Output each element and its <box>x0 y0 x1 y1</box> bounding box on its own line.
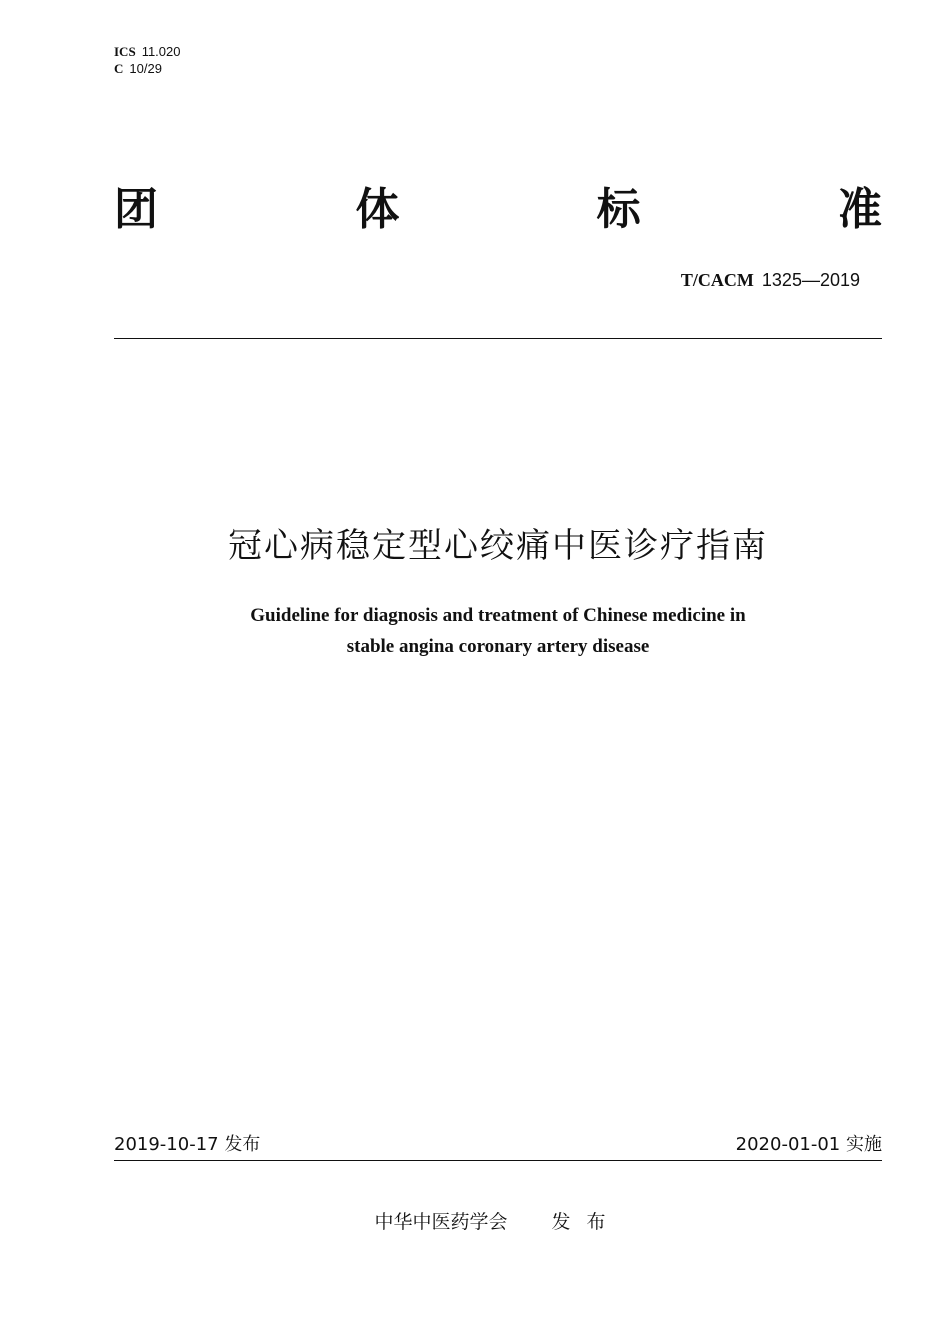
issuer-action: 发布 <box>551 1211 622 1233</box>
english-title-line: stable angina coronary artery disease <box>346 636 650 657</box>
standard-type-char: 标 <box>596 184 641 235</box>
ics-value: 11.020 <box>141 44 181 59</box>
standard-type-char: 团 <box>114 184 158 235</box>
issuer-name: 中华中医药学会 <box>374 1211 508 1233</box>
english-title <box>0 600 950 662</box>
ccs-value: 10/29 <box>129 61 162 76</box>
publish-date: 2019-10-17 发布 <box>114 1134 261 1155</box>
chinese-title: 冠心病稳定型心绞痛中医诊疗指南 <box>228 526 768 566</box>
issuer-line <box>0 1207 950 1234</box>
top-divider <box>114 338 882 339</box>
standard-number <box>681 270 860 291</box>
ccs-code <box>114 61 180 78</box>
bottom-divider <box>114 1160 882 1161</box>
effective-date: 2020-01-01 实施 <box>735 1134 882 1155</box>
standard-number-prefix: T/CACM <box>680 270 754 290</box>
classification-codes <box>114 44 180 78</box>
ccs-label: C <box>114 61 124 76</box>
standard-type-heading <box>114 178 882 242</box>
standard-type-char: 准 <box>837 184 882 235</box>
ics-code <box>114 44 180 61</box>
ics-label: ICS <box>114 44 136 59</box>
standard-number-value: 1325—2019 <box>761 270 860 290</box>
standard-type-char: 体 <box>355 184 400 235</box>
english-title-line: Guideline for diagnosis and treatment of Chinese medicine in <box>250 605 746 626</box>
